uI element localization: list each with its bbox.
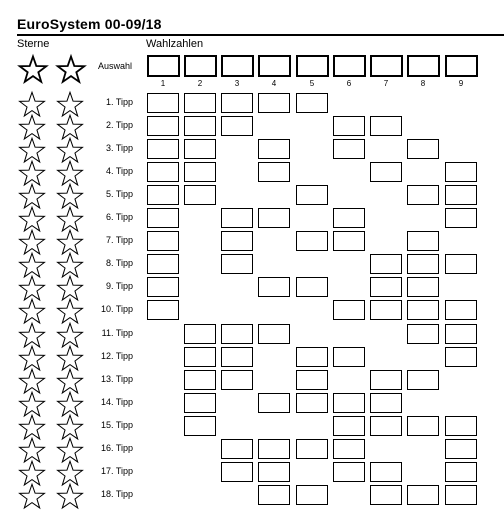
tipp-label: 7. Tipp	[105, 235, 133, 246]
tipp-box[interactable]	[333, 462, 365, 482]
tipp-box[interactable]	[445, 416, 477, 436]
tipp-box[interactable]	[258, 462, 290, 482]
tipp-box[interactable]	[296, 93, 328, 113]
tipp-label: 17. Tipp	[100, 465, 133, 476]
tipp-box[interactable]	[333, 231, 365, 251]
tipp-box[interactable]	[296, 231, 328, 251]
tipp-box[interactable]	[370, 462, 402, 482]
tipp-box[interactable]	[445, 185, 477, 205]
tipp-box[interactable]	[296, 185, 328, 205]
tipp-box[interactable]	[258, 139, 290, 159]
tipp-box[interactable]	[221, 231, 253, 251]
selection-label: Auswahl	[98, 61, 133, 71]
tipp-box[interactable]	[445, 439, 477, 459]
tipp-box[interactable]	[258, 393, 290, 413]
tipp-box[interactable]	[184, 324, 216, 344]
tipp-box[interactable]	[407, 324, 439, 344]
tipp-box[interactable]	[370, 416, 402, 436]
tipp-box[interactable]	[445, 485, 477, 505]
tipp-box[interactable]	[370, 485, 402, 505]
tipp-label: 3. Tipp	[105, 143, 133, 154]
tipp-box[interactable]	[407, 277, 439, 297]
column-number: 3	[234, 79, 240, 88]
tipp-label: 1. Tipp	[105, 97, 133, 107]
selection-box-9[interactable]	[445, 55, 478, 77]
selection-box-6[interactable]	[333, 55, 366, 77]
title-rule	[17, 34, 504, 36]
numbers-heading: Wahlzahlen	[146, 38, 204, 50]
tipp-box[interactable]	[147, 139, 179, 159]
tipp-box[interactable]	[147, 277, 179, 297]
tipp-box[interactable]	[370, 277, 402, 297]
tipp-box[interactable]	[258, 162, 290, 182]
tipp-box[interactable]	[296, 347, 328, 367]
tipp-box[interactable]	[258, 93, 290, 113]
tipp-box[interactable]	[407, 416, 439, 436]
tipp-box[interactable]	[184, 393, 216, 413]
tipp-box[interactable]	[333, 393, 365, 413]
tipp-box[interactable]	[147, 208, 179, 228]
tipp-box[interactable]	[407, 254, 439, 274]
tipp-box[interactable]	[147, 300, 179, 320]
tipp-box[interactable]	[370, 162, 402, 182]
column-number: 1	[160, 79, 166, 88]
column-number: 2	[197, 79, 203, 88]
tipp-box[interactable]	[147, 116, 179, 136]
tipp-box[interactable]	[258, 485, 290, 505]
column-number: 7	[383, 79, 389, 88]
tipp-box[interactable]	[445, 300, 477, 320]
tipp-box[interactable]	[445, 254, 477, 274]
selection-box-4[interactable]	[258, 55, 291, 77]
tipp-box[interactable]	[184, 347, 216, 367]
tipp-label: 11. Tipp	[101, 327, 133, 338]
tipp-box[interactable]	[296, 439, 328, 459]
tipp-box[interactable]	[258, 277, 290, 297]
tipp-box[interactable]	[184, 185, 216, 205]
tipp-box[interactable]	[258, 208, 290, 228]
tipp-box[interactable]	[296, 277, 328, 297]
tipp-box[interactable]	[296, 485, 328, 505]
tipp-label: 15. Tipp	[100, 419, 133, 430]
page-title: EuroSystem 00-09/18	[17, 16, 162, 32]
tipp-box[interactable]	[221, 370, 253, 390]
row-star	[18, 482, 46, 510]
tipp-box[interactable]	[221, 116, 253, 136]
tipp-label: 9. Tipp	[105, 281, 133, 292]
tipp-box[interactable]	[445, 162, 477, 182]
tipp-box[interactable]	[258, 324, 290, 344]
selection-box-1[interactable]	[147, 55, 180, 77]
tipp-box[interactable]	[221, 254, 253, 274]
tipp-box[interactable]	[184, 93, 216, 113]
tipp-box[interactable]	[333, 208, 365, 228]
tipp-box[interactable]	[333, 439, 365, 459]
tipp-box[interactable]	[221, 208, 253, 228]
tipp-box[interactable]	[258, 439, 290, 459]
tipp-box[interactable]	[147, 231, 179, 251]
tipp-box[interactable]	[333, 347, 365, 367]
tipp-label: 8. Tipp	[105, 258, 133, 269]
tipp-box[interactable]	[184, 139, 216, 159]
tipp-box[interactable]	[147, 93, 179, 113]
selection-box-7[interactable]	[370, 55, 403, 77]
tipp-label: 5. Tipp	[105, 189, 133, 200]
selection-star-1	[18, 54, 48, 84]
tipp-label: 6. Tipp	[105, 212, 133, 223]
tipp-box[interactable]	[407, 300, 439, 320]
tipp-box[interactable]	[147, 254, 179, 274]
tipp-box[interactable]	[184, 116, 216, 136]
tipp-label: 2. Tipp	[105, 120, 133, 131]
column-number: 4	[271, 79, 277, 88]
tipp-box[interactable]	[221, 347, 253, 367]
tipp-box[interactable]	[407, 485, 439, 505]
tipp-box[interactable]	[221, 439, 253, 459]
tipp-box[interactable]	[407, 370, 439, 390]
tipp-box[interactable]	[407, 231, 439, 251]
selection-box-8[interactable]	[407, 55, 440, 77]
tipp-label: 4. Tipp	[105, 166, 133, 177]
tipp-box[interactable]	[184, 162, 216, 182]
tipp-box[interactable]	[407, 185, 439, 205]
column-number: 5	[309, 79, 315, 88]
tipp-label: 12. Tipp	[100, 350, 133, 361]
tipp-box[interactable]	[370, 300, 402, 320]
tipp-box[interactable]	[370, 116, 402, 136]
tipp-label: 10. Tipp	[100, 304, 133, 315]
tipp-label: 16. Tipp	[100, 442, 133, 453]
tipp-box[interactable]	[296, 370, 328, 390]
tipp-box[interactable]	[445, 208, 477, 228]
tipp-box[interactable]	[296, 393, 328, 413]
tipp-box[interactable]	[333, 116, 365, 136]
tipp-box[interactable]	[333, 416, 365, 436]
tipp-box[interactable]	[445, 347, 477, 367]
tipp-box[interactable]	[184, 370, 216, 390]
tipp-box[interactable]	[221, 324, 253, 344]
tipp-box[interactable]	[221, 93, 253, 113]
tipp-box[interactable]	[445, 324, 477, 344]
tipp-box[interactable]	[370, 254, 402, 274]
tipp-box[interactable]	[333, 139, 365, 159]
stars-heading: Sterne	[17, 38, 50, 50]
column-number: 8	[420, 79, 426, 88]
tipp-label: 18. Tipp	[100, 488, 133, 499]
tipp-box[interactable]	[221, 462, 253, 482]
row-star	[56, 482, 84, 510]
tipp-label: 14. Tipp	[100, 396, 133, 407]
column-number: 6	[346, 79, 352, 88]
selection-box-3[interactable]	[221, 55, 254, 77]
column-number: 9	[458, 79, 464, 88]
tipp-box[interactable]	[407, 139, 439, 159]
tipp-box[interactable]	[445, 462, 477, 482]
selection-star-2	[56, 54, 86, 84]
selection-box-2[interactable]	[184, 55, 217, 77]
tipp-label: 13. Tipp	[100, 373, 133, 384]
tipp-box[interactable]	[370, 370, 402, 390]
selection-box-5[interactable]	[296, 55, 329, 77]
tipp-box[interactable]	[370, 393, 402, 413]
tipp-box[interactable]	[147, 185, 179, 205]
tipp-box[interactable]	[147, 162, 179, 182]
tipp-box[interactable]	[333, 300, 365, 320]
tipp-box[interactable]	[184, 416, 216, 436]
